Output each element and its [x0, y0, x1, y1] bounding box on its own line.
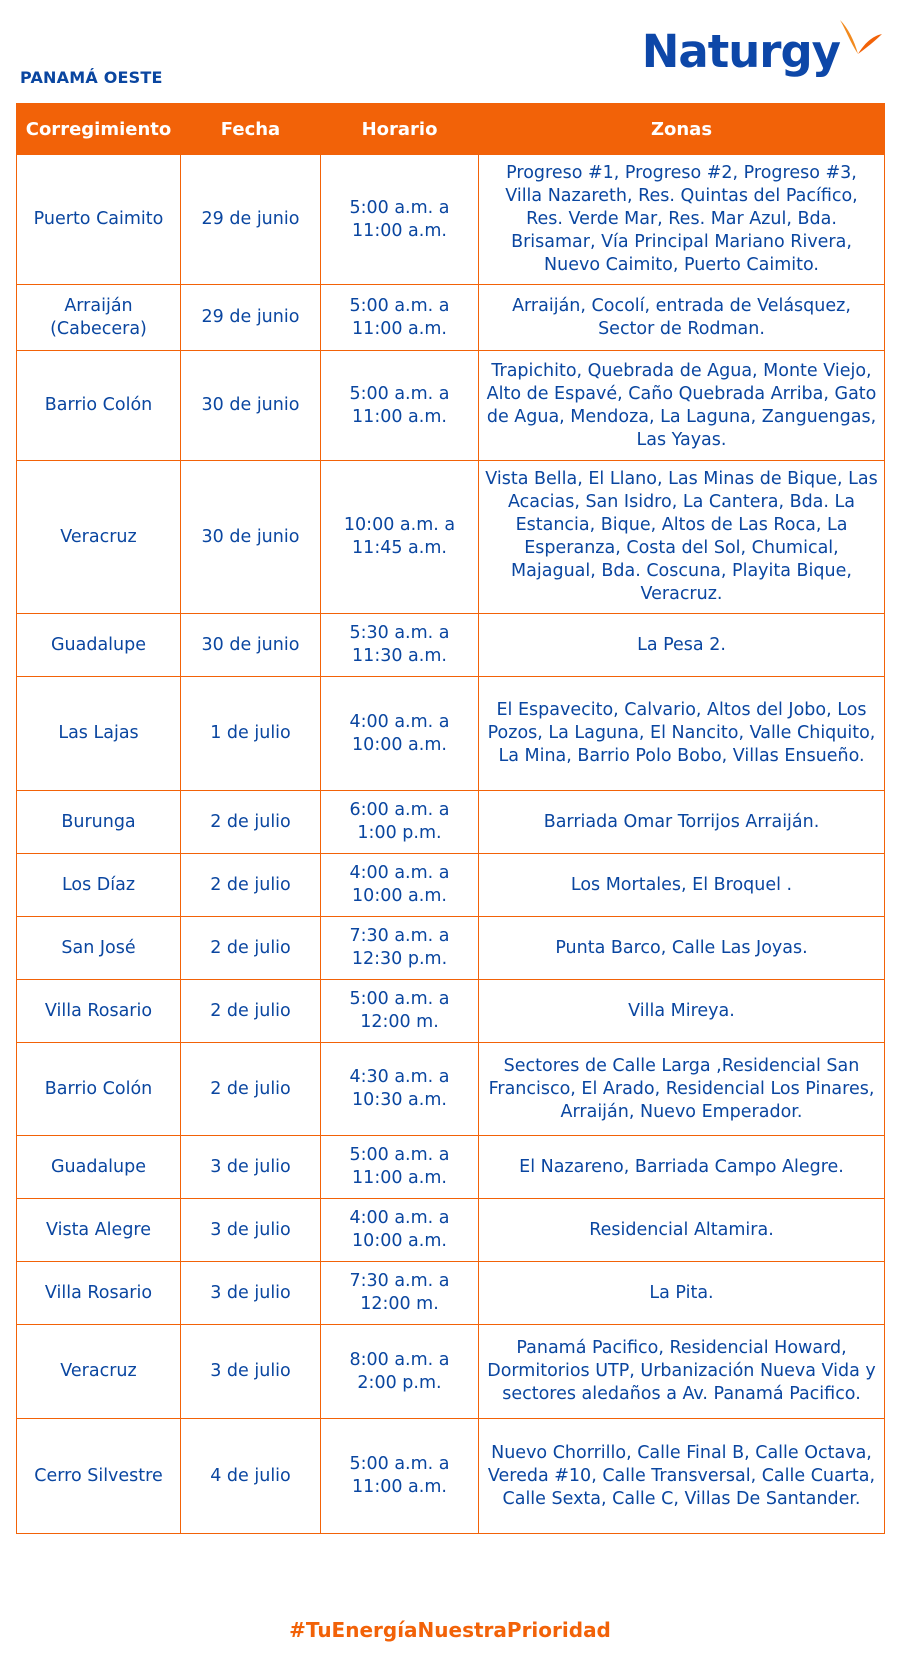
table-row: [17, 854, 885, 917]
table-row: [17, 351, 885, 461]
cell-fecha: 2 de julio: [181, 854, 321, 917]
cell-fecha: 4 de julio: [181, 1419, 321, 1534]
cell-zonas: Residencial Altamira.: [479, 1199, 885, 1262]
cell-corregimiento: Guadalupe: [17, 614, 181, 677]
cell-corregimiento: Arraiján (Cabecera): [17, 285, 181, 351]
cell-corregimiento: Puerto Caimito: [17, 155, 181, 285]
cell-zonas: Trapichito, Quebrada de Agua, Monte Viejo, Alto de Espavé, Caño Quebrada Arriba, Gato de Agua, Mendoza, La Laguna, Zanguengas, Las Yayas.: [479, 351, 885, 461]
cell-fecha: 3 de julio: [181, 1325, 321, 1419]
cell-fecha: 29 de junio: [181, 155, 321, 285]
cell-fecha: 29 de junio: [181, 285, 321, 351]
column-header-horario: Horario: [321, 104, 479, 155]
cell-horario: 4:00 a.m. a 10:00 a.m.: [321, 677, 479, 791]
cell-horario: 4:30 a.m. a 10:30 a.m.: [321, 1043, 479, 1136]
cell-zonas: Los Mortales, El Broquel .: [479, 854, 885, 917]
table-row: [17, 285, 885, 351]
cell-zonas: Progreso #1, Progreso #2, Progreso #3, Villa Nazareth, Res. Quintas del Pacífico, Res. Verde Mar, Res. Mar Azul, Bda. Brisamar, Vía Principal Mariano Rivera, Nuevo Caimito, Puerto Caimito.: [479, 155, 885, 285]
cell-fecha: 2 de julio: [181, 1043, 321, 1136]
table-header-row: [17, 104, 885, 155]
cell-horario: 7:30 a.m. a 12:00 m.: [321, 1262, 479, 1325]
cell-corregimiento: Guadalupe: [17, 1136, 181, 1199]
table-row: [17, 1136, 885, 1199]
table-row: [17, 917, 885, 980]
cell-horario: 10:00 a.m. a 11:45 a.m.: [321, 461, 479, 614]
cell-fecha: 3 de julio: [181, 1199, 321, 1262]
cell-zonas: Panamá Pacifico, Residencial Howard, Dormitorios UTP, Urbanización Nueva Vida y sectores aledaños a Av. Panamá Pacifico.: [479, 1325, 885, 1419]
cell-corregimiento: Los Díaz: [17, 854, 181, 917]
region-title: PANAMÁ OESTE: [20, 68, 163, 87]
cell-horario: 5:00 a.m. a 11:00 a.m.: [321, 351, 479, 461]
cell-corregimiento: San José: [17, 917, 181, 980]
cell-fecha: 3 de julio: [181, 1136, 321, 1199]
cell-zonas: Punta Barco, Calle Las Joyas.: [479, 917, 885, 980]
cell-zonas: La Pita.: [479, 1262, 885, 1325]
brand-name: Naturgy: [641, 25, 840, 78]
cell-fecha: 1 de julio: [181, 677, 321, 791]
footer-hashtag: #TuEnergíaNuestraPrioridad: [289, 1618, 611, 1642]
cell-corregimiento: Burunga: [17, 791, 181, 854]
butterfly-icon: [836, 14, 884, 62]
table-row: [17, 155, 885, 285]
cell-horario: 7:30 a.m. a 12:30 p.m.: [321, 917, 479, 980]
cell-zonas: Barriada Omar Torrijos Arraiján.: [479, 791, 885, 854]
cell-corregimiento: Veracruz: [17, 1325, 181, 1419]
cell-zonas: Vista Bella, El Llano, Las Minas de Bique, Las Acacias, San Isidro, La Cantera, Bda. La Estancia, Bique, Altos de Las Roca, La Esperanza, Costa del Sol, Chumical, Majagual, Bda. Coscuna, Playita Bique, Veracruz.: [479, 461, 885, 614]
cell-corregimiento: Barrio Colón: [17, 1043, 181, 1136]
cell-corregimiento: Villa Rosario: [17, 980, 181, 1043]
cell-fecha: 30 de junio: [181, 614, 321, 677]
cell-horario: 6:00 a.m. a 1:00 p.m.: [321, 791, 479, 854]
table-row: [17, 1419, 885, 1534]
cell-zonas: El Nazareno, Barriada Campo Alegre.: [479, 1136, 885, 1199]
schedule-table: [16, 103, 885, 1534]
table-row: [17, 791, 885, 854]
cell-horario: 5:00 a.m. a 12:00 m.: [321, 980, 479, 1043]
column-header-zonas: Zonas: [479, 104, 885, 155]
cell-zonas: El Espavecito, Calvario, Altos del Jobo, Los Pozos, La Laguna, El Nancito, Valle Chiquito, La Mina, Barrio Polo Bobo, Villas Ensueño.: [479, 677, 885, 791]
cell-zonas: Arraiján, Cocolí, entrada de Velásquez, Sector de Rodman.: [479, 285, 885, 351]
cell-corregimiento: Vista Alegre: [17, 1199, 181, 1262]
header: [0, 0, 900, 100]
cell-horario: 5:00 a.m. a 11:00 a.m.: [321, 1136, 479, 1199]
cell-fecha: 3 de julio: [181, 1262, 321, 1325]
column-header-fecha: Fecha: [181, 104, 321, 155]
cell-fecha: 30 de junio: [181, 461, 321, 614]
table-row: [17, 677, 885, 791]
table-row: [17, 1043, 885, 1136]
cell-corregimiento: Barrio Colón: [17, 351, 181, 461]
cell-horario: 5:00 a.m. a 11:00 a.m.: [321, 285, 479, 351]
cell-corregimiento: Las Lajas: [17, 677, 181, 791]
column-header-corregimiento: Corregimiento: [17, 104, 181, 155]
cell-fecha: 30 de junio: [181, 351, 321, 461]
cell-fecha: 2 de julio: [181, 917, 321, 980]
cell-corregimiento: Cerro Silvestre: [17, 1419, 181, 1534]
cell-corregimiento: Veracruz: [17, 461, 181, 614]
cell-horario: 5:00 a.m. a 11:00 a.m.: [321, 1419, 479, 1534]
table-row: [17, 1325, 885, 1419]
cell-corregimiento: Villa Rosario: [17, 1262, 181, 1325]
table-row: [17, 614, 885, 677]
cell-horario: 4:00 a.m. a 10:00 a.m.: [321, 1199, 479, 1262]
naturgy-logo: [642, 14, 884, 80]
cell-zonas: La Pesa 2.: [479, 614, 885, 677]
cell-horario: 8:00 a.m. a 2:00 p.m.: [321, 1325, 479, 1419]
cell-horario: 5:30 a.m. a 11:30 a.m.: [321, 614, 479, 677]
cell-horario: 4:00 a.m. a 10:00 a.m.: [321, 854, 479, 917]
cell-zonas: Villa Mireya.: [479, 980, 885, 1043]
table-row: [17, 1262, 885, 1325]
cell-fecha: 2 de julio: [181, 980, 321, 1043]
table-row: [17, 1199, 885, 1262]
table-row: [17, 461, 885, 614]
cell-zonas: Sectores de Calle Larga ,Residencial San Francisco, El Arado, Residencial Los Pinares, Arraiján, Nuevo Emperador.: [479, 1043, 885, 1136]
cell-zonas: Nuevo Chorrillo, Calle Final B, Calle Octava, Vereda #10, Calle Transversal, Calle Cuarta, Calle Sexta, Calle C, Villas De Santander.: [479, 1419, 885, 1534]
cell-fecha: 2 de julio: [181, 791, 321, 854]
cell-horario: 5:00 a.m. a 11:00 a.m.: [321, 155, 479, 285]
table-row: [17, 980, 885, 1043]
